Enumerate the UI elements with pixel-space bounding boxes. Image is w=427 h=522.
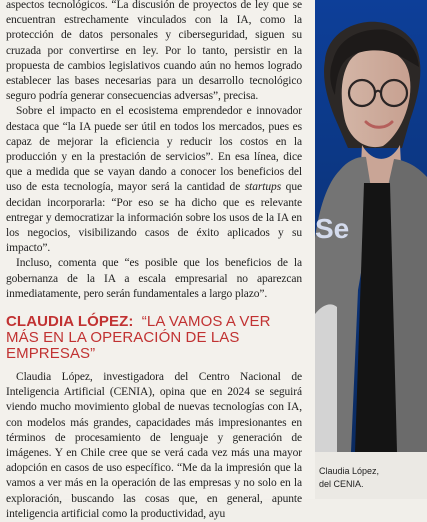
article-column [6, 0, 302, 520]
paragraph-2 [6, 104, 302, 256]
photo-panel [315, 0, 427, 499]
paragraph-2-end: que decidan incorporarla: “Por eso se ha dicho que es relevante entregar y democratizar la información sobre los usos de la IA en los negocios, visibilizando casos de éxito aplicados y su impacto”. [6, 181, 302, 255]
svg-text:Se: Se [315, 213, 350, 244]
startups-term: startups [244, 181, 282, 194]
section-heading [6, 314, 302, 362]
caption-line-1: Claudia López, [319, 466, 380, 476]
section-heading-name: CLAUDIA LÓPEZ: [6, 313, 134, 331]
portrait-illustration [315, 0, 427, 452]
caption-line-2: del CENIA. [319, 479, 364, 489]
paragraph-1: aspectos tecnológicos. “La discusión de proyectos de ley que se encuentran estrechamente vinculados con la IA, como la protección de datos personales y ciberseguridad, siguen su cruzada por convertirse en ley. Por lo tanto, persistir en la propuesta de cambios legislativos cuando aún no hemos logrado establecer las bases necesarias para un desarrollo tecnológico seguro podría generar consecuencias adversas”, precisa. [6, 0, 302, 103]
paragraph-2-text: Sobre el impacto en el ecosistema emprendedor e innovador destaca que “la IA puede ser útil en todos los mercados, pues es capaz de mejorar la eficiencia y reducir los costos en la producción y en la prestación de servicios”. En esa línea, dice que a medida que se vayan dando a conocer los beneficios del uso de esta tecnología, mayor será la cantidad de [6, 105, 302, 194]
paragraph-3: Incluso, comenta que “es posible que los beneficios de la gobernanza de la IA a escala empresarial no aparezcan inmediatamente, pero serán fundamentales a largo plazo”. [6, 257, 302, 300]
photo-caption [319, 465, 423, 491]
section-heading-quote: “LA VAMOS A VER MÁS EN LA OPERACIÓN DE LAS EMPRESAS” [6, 313, 271, 363]
portrait-photo [315, 0, 427, 452]
paragraph-4: Claudia López, investigadora del Centro Nacional de Inteligencia Artificial (CENIA), opina que en 2024 se seguirá viendo mucho movimiento global de nuevas tecnologías con IA, con modelos más grandes, capacidades más impresionantes en términos de procesamiento de lenguaje y generación de imágenes. Y en Chile cree que se verá cada vez más una mayor adopción en casos de uso específico. “Me da la impresión que la vamos a ver más en la operación de las empresas y no solo en la exploración, buscando las cosas que, en general, apunte inteligencia artificial como la productividad, ayu [6, 371, 302, 520]
